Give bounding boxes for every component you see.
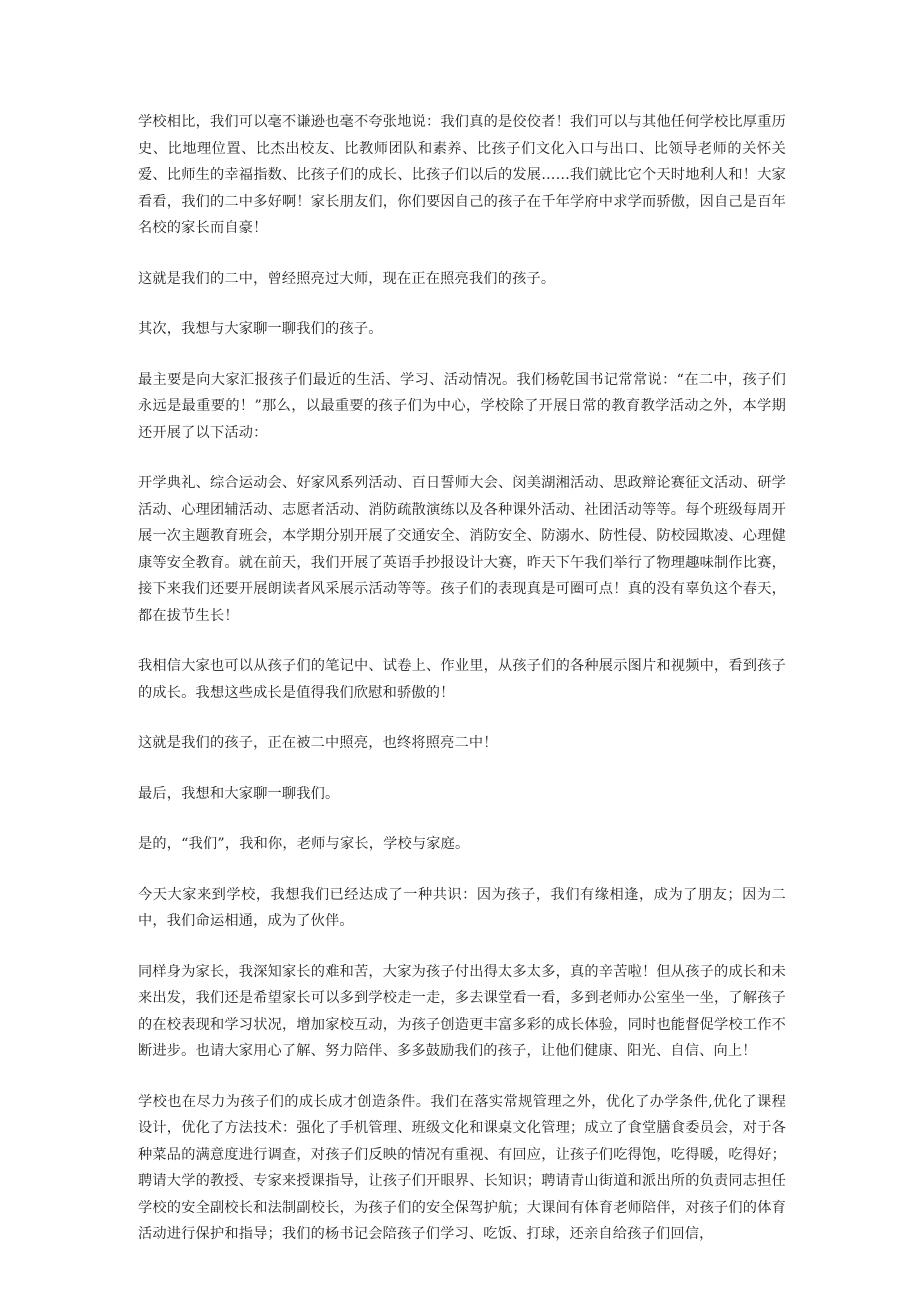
paragraph-2: 这就是我们的二中，曾经照亮过大师，现在正在照亮我们的孩子。	[138, 270, 556, 287]
paragraph-3: 其次，我想与大家聊一聊我们的孩子。	[138, 321, 383, 337]
paragraph-12: 学校也在尽力为孩子们的成长成才创造条件。我们在落实常规管理之外，优化了办学条件,优化了课程设计，优化了方法技术：强化了手机管理、班级文化和课桌文化管理；成立了食堂膳食委员会，对于各种菜品的满意度进行调查，对孩子们反映的情况有重视、有回应，让孩子们吃得饱，吃得暖，吃得好；聘请大学的教授、专家来授课指导，让孩子们开眼界、长知识；聘请青山街道和派出所的负责同志担任学校的安全副校长和法制副校长，为孩子们的安全保驾护航；大课间有体育老师陪伴，对孩子们的体育活动进行保护和指导；我们的杨书记会陪孩子们学习、吃饭、打球，还亲自给孩子们回信，	[138, 1093, 786, 1242]
paragraph-10: 今天大家来到学校，我想我们已经达成了一种共识：因为孩子，我们有缘相逢，成为了朋友；因为二中，我们命运相通，成为了伙伴。	[138, 886, 786, 929]
paragraph-11: 同样身为家长，我深知家长的难和苦，大家为孩子付出得太多太多，真的辛苦啦！但从孩子的成长和未来出发，我们还是希望家长可以多到学校走一走，多去课堂看一看，多到老师办公室坐一坐，了解孩子的在校表现和学习状况，增加家校互动，为孩子创造更丰富多彩的成长体验，同时也能督促学校工作不断进步。也请大家用心了解、努力陪伴、多多鼓励我们的孩子，让他们健康、阳光、自信、向上！	[138, 963, 786, 1059]
paragraph-9: 是的，“我们”，我和你，老师与家长，学校与家庭。	[138, 836, 470, 852]
paragraph-8: 最后，我想和大家聊一聊我们。	[138, 785, 340, 802]
paragraph-4: 最主要是向大家汇报孩子们最近的生活、学习、活动情况。我们杨乾国书记常常说：“在二中，孩子们永远是最重要的！”那么，以最重要的孩子们为中心，学校除了开展日常的教育教学活动之外，本学期还开展了以下活动：	[138, 371, 786, 441]
paragraph-6: 我相信大家也可以从孩子们的笔记中、试卷上、作业里，从孩子们的各种展示图片和视频中，看到孩子的成长。我想这些成长是值得我们欣慰和骄傲的！	[138, 658, 786, 701]
paragraph-5: 开学典礼、综合运动会、好家风系列活动、百日誓师大会、闵美湖湘活动、思政辩论赛征文活动、研学活动、心理团辅活动、志愿者活动、消防疏散演练以及各种课外活动、社团活动等等。每个班级每周开展一次主题教育班会，本学期分别开展了交通安全、消防安全、防溺水、防性侵、防校园欺凌、心理健康等安全教育。就在前天，我们开展了英语手抄报设计大赛，昨天下午我们举行了物理趣味制作比赛，接下来我们还要开展朗读者风采展示活动等等。孩子们的表现真是可圈可点！真的没有辜负这个春天，都在拔节生长！	[138, 475, 786, 624]
paragraph-1: 学校相比，我们可以毫不谦逊也毫不夸张地说：我们真的是佼佼者！我们可以与其他任何学校比厚重历史、比地理位置、比杰出校友、比教师团队和素养、比孩子们文化入口与出口、比领导老师的关怀关爱、比师生的幸福指数、比孩子们的成长、比孩子们以后的发展……我们就比它个天时地利人和！大家看看，我们的二中多好啊！家长朋友们，你们要因自己的孩子在千年学府中求学而骄傲，因自己是百年名校的家长而自豪！	[138, 114, 786, 236]
document-page	[138, 109, 786, 1272]
paragraph-7: 这就是我们的孩子，正在被二中照亮，也终将照亮二中！	[138, 735, 498, 751]
